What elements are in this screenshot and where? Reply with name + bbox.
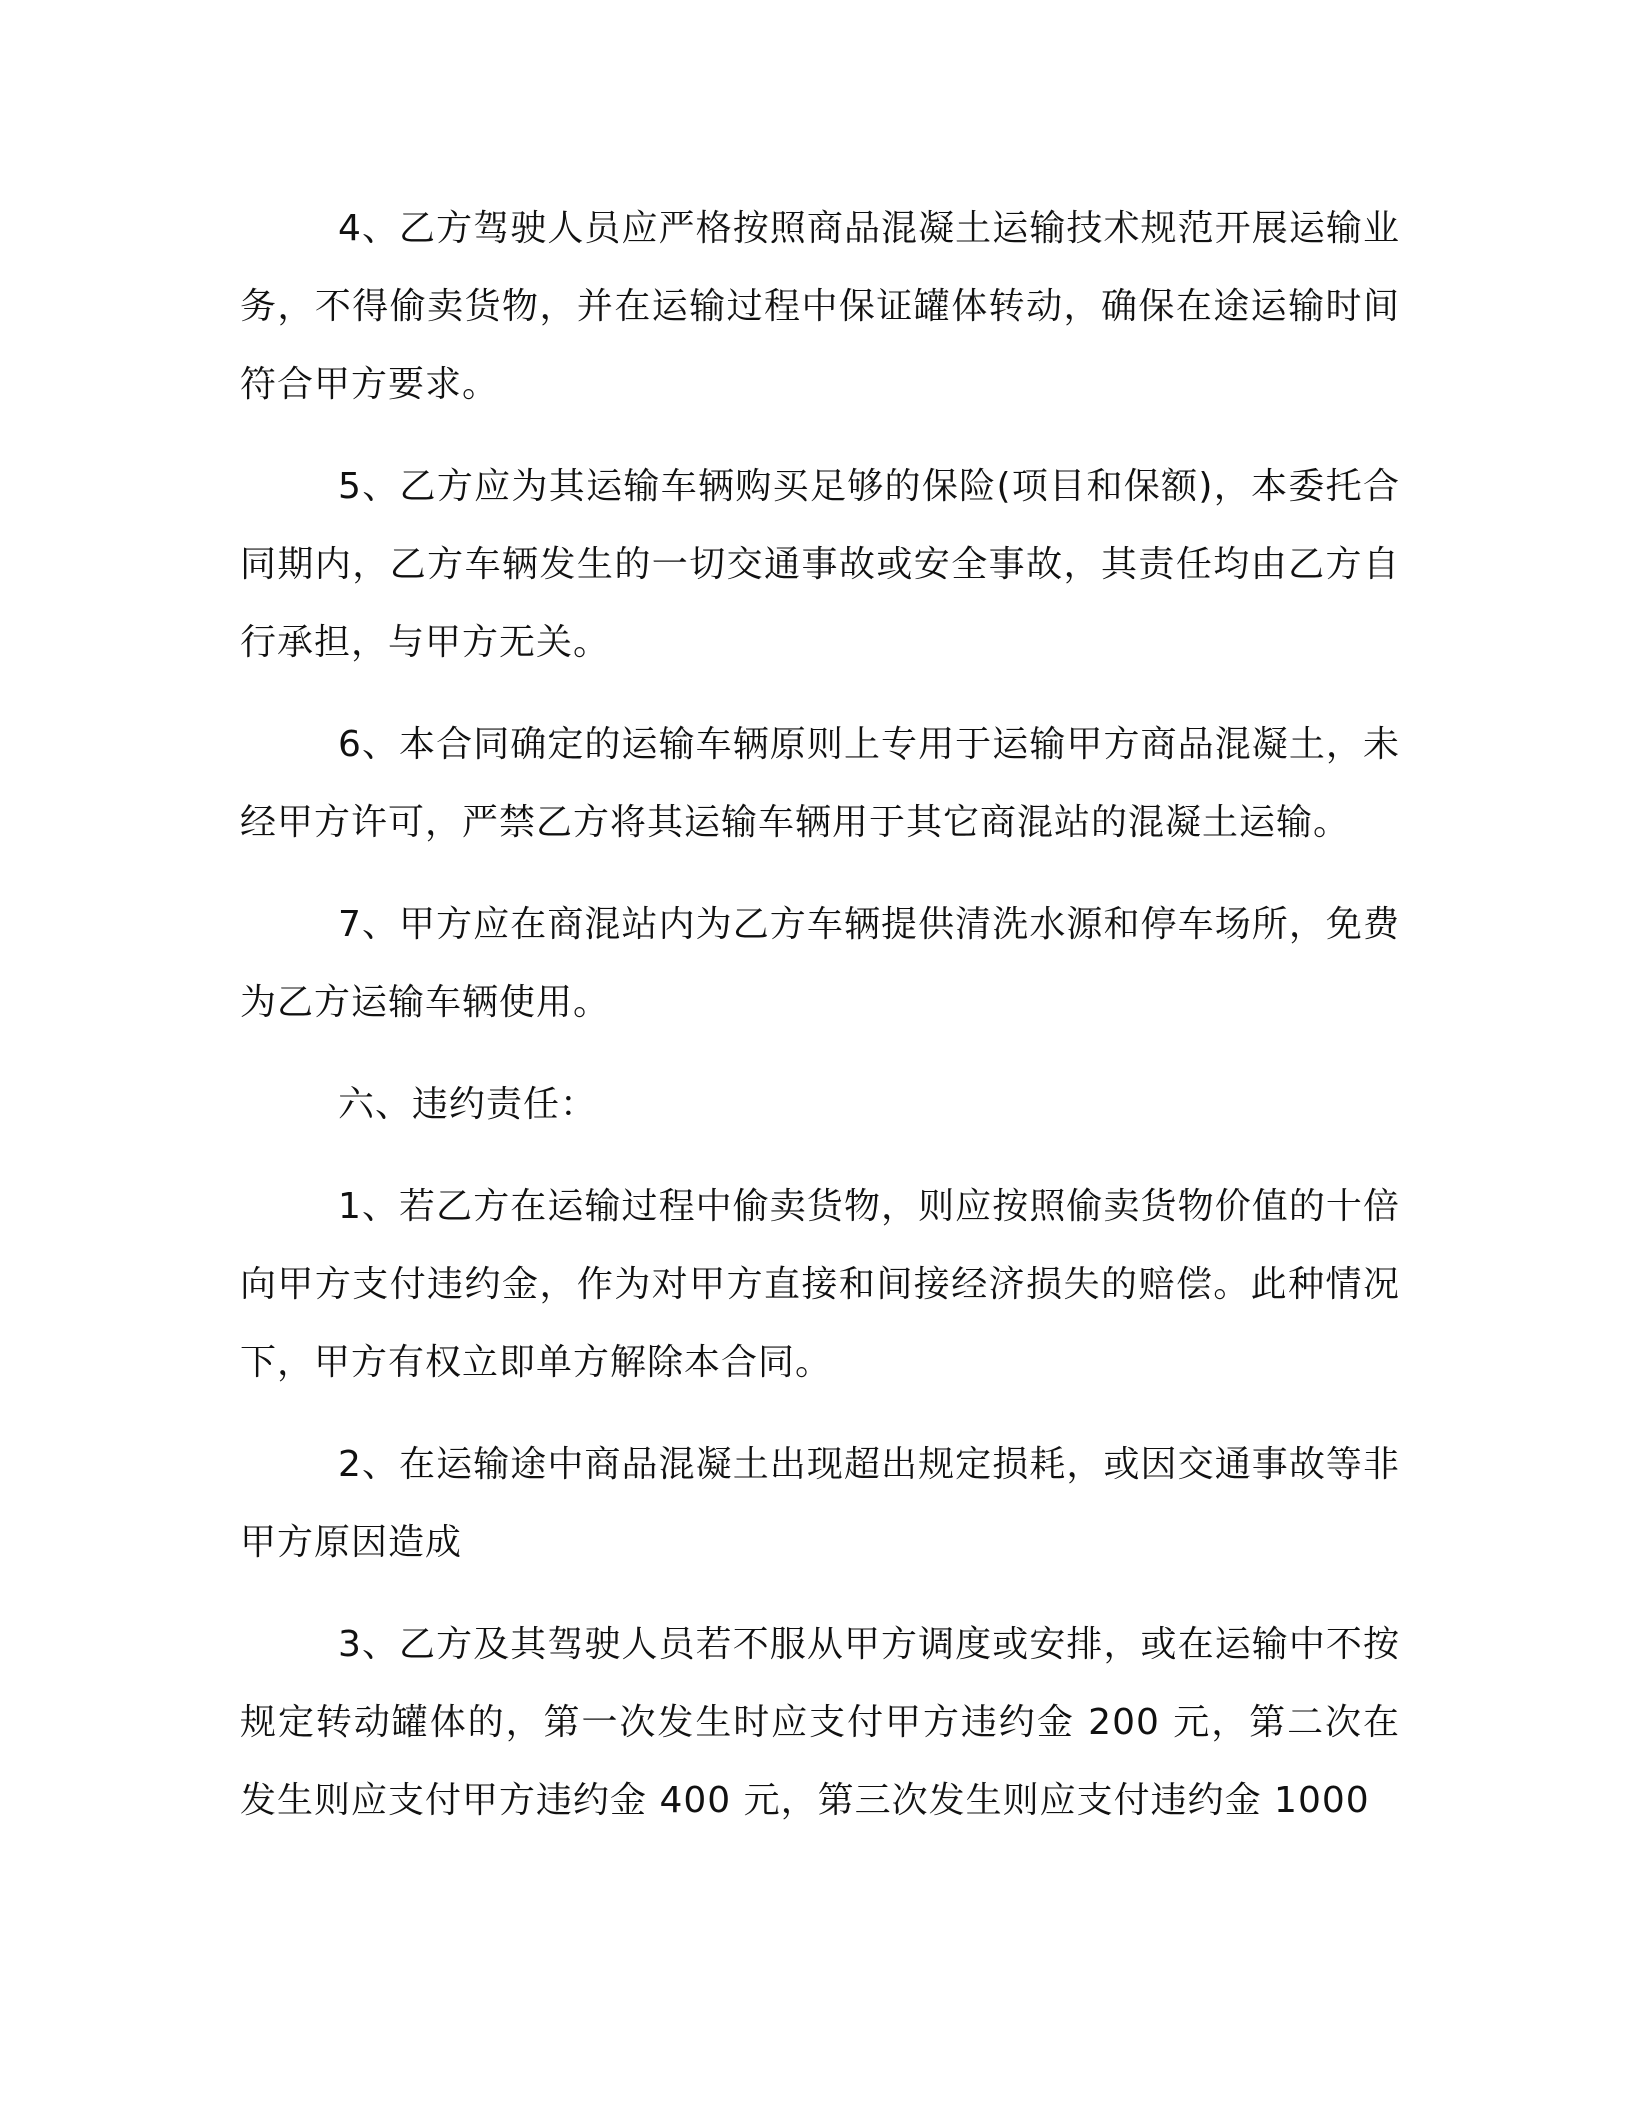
breach-clause-1: 1、若乙方在运输过程中偷卖货物，则应按照偷卖货物价值的十倍向甲方支付违约金，作为对甲方直接和间接经济损失的赔偿。此种情况下，甲方有权立即单方解除本合同。 [240, 1186, 1400, 1383]
section-heading-breach-liability: 六、违约责任： [338, 1084, 598, 1125]
clause-7: 7、甲方应在商混站内为乙方车辆提供清洗水源和停车场所，免费为乙方运输车辆使用。 [240, 904, 1400, 1023]
clause-6: 6、本合同确定的运输车辆原则上专用于运输甲方商品混凝土，未经甲方许可，严禁乙方将其运输车辆用于其它商混站的混凝土运输。 [240, 724, 1400, 843]
clause-4: 4、乙方驾驶人员应严格按照商品混凝土运输技术规范开展运输业务，不得偷卖货物，并在运输过程中保证罐体转动，确保在途运输时间符合甲方要求。 [240, 208, 1400, 405]
clause-5: 5、乙方应为其运输车辆购买足够的保险(项目和保额)，本委托合同期内，乙方车辆发生的一切交通事故或安全事故，其责任均由乙方自行承担，与甲方无关。 [240, 466, 1400, 663]
document-body [240, 190, 1400, 1864]
breach-clause-3: 3、乙方及其驾驶人员若不服从甲方调度或安排，或在运输中不按规定转动罐体的，第一次发生时应支付甲方违约金 200 元，第二次在发生则应支付甲方违约金 400 元，第三次发生则应支付违约金 1000 [240, 1624, 1400, 1821]
breach-clause-2: 2、在运输途中商品混凝土出现超出规定损耗，或因交通事故等非甲方原因造成 [240, 1444, 1400, 1563]
